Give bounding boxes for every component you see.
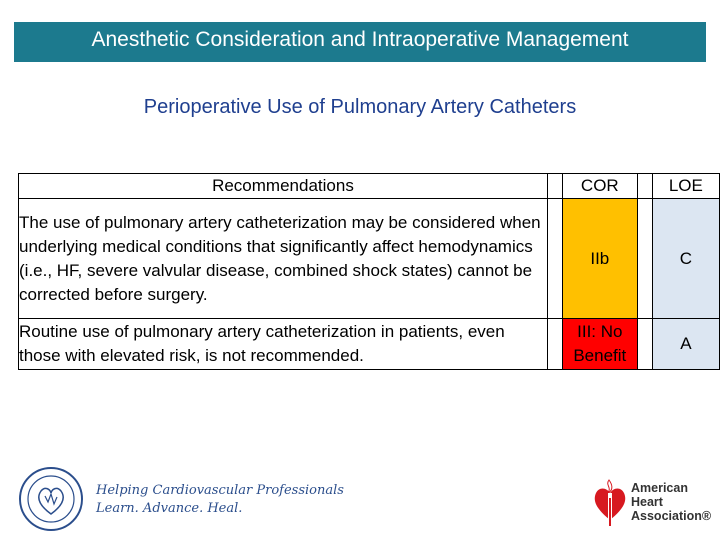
aha-wordmark — [631, 481, 711, 523]
column-gap — [638, 319, 653, 370]
column-gap — [547, 319, 562, 370]
column-gap — [638, 174, 653, 199]
table-header-row — [19, 174, 720, 199]
slide-subtitle: Perioperative Use of Pulmonary Artery Catheters — [143, 96, 577, 118]
aha-wordmark-line-3: Association® — [631, 509, 712, 523]
table-row — [19, 199, 720, 319]
acc-tagline — [96, 482, 344, 518]
acc-tagline-line-1: Helping Cardiovascular Professionals — [96, 483, 344, 498]
aha-wordmark-line-2: Heart — [631, 495, 663, 509]
cor-header: COR — [562, 174, 637, 199]
column-gap — [547, 199, 562, 319]
column-gap — [547, 174, 562, 199]
recommendations-header: Recommendations — [19, 174, 548, 199]
column-gap — [638, 199, 653, 319]
recommendations-table — [18, 173, 720, 370]
cor-value: III: No Benefit — [562, 319, 637, 370]
loe-header: LOE — [652, 174, 719, 199]
loe-value: C — [652, 199, 719, 319]
acc-seal-logo — [18, 466, 84, 532]
table-row — [19, 319, 720, 370]
recommendation-text: The use of pulmonary artery catheterization may be considered when underlying medical conditions that significantly affect hemodynamics (i.e., HF, severe valvular disease, combined shock states) cannot be corrected before surgery. — [19, 199, 548, 319]
acc-tagline-line-2: Learn. Advance. Heal. — [96, 501, 243, 516]
cor-value: IIb — [562, 199, 637, 319]
slide-title: Anesthetic Consideration and Intraoperative Management — [91, 28, 629, 51]
recommendation-text: Routine use of pulmonary artery catheterization in patients, even those with elevated risk, is not recommended. — [19, 319, 548, 370]
loe-value: A — [652, 319, 719, 370]
aha-wordmark-line-1: American — [631, 481, 688, 495]
aha-heart-torch-logo — [590, 476, 630, 528]
